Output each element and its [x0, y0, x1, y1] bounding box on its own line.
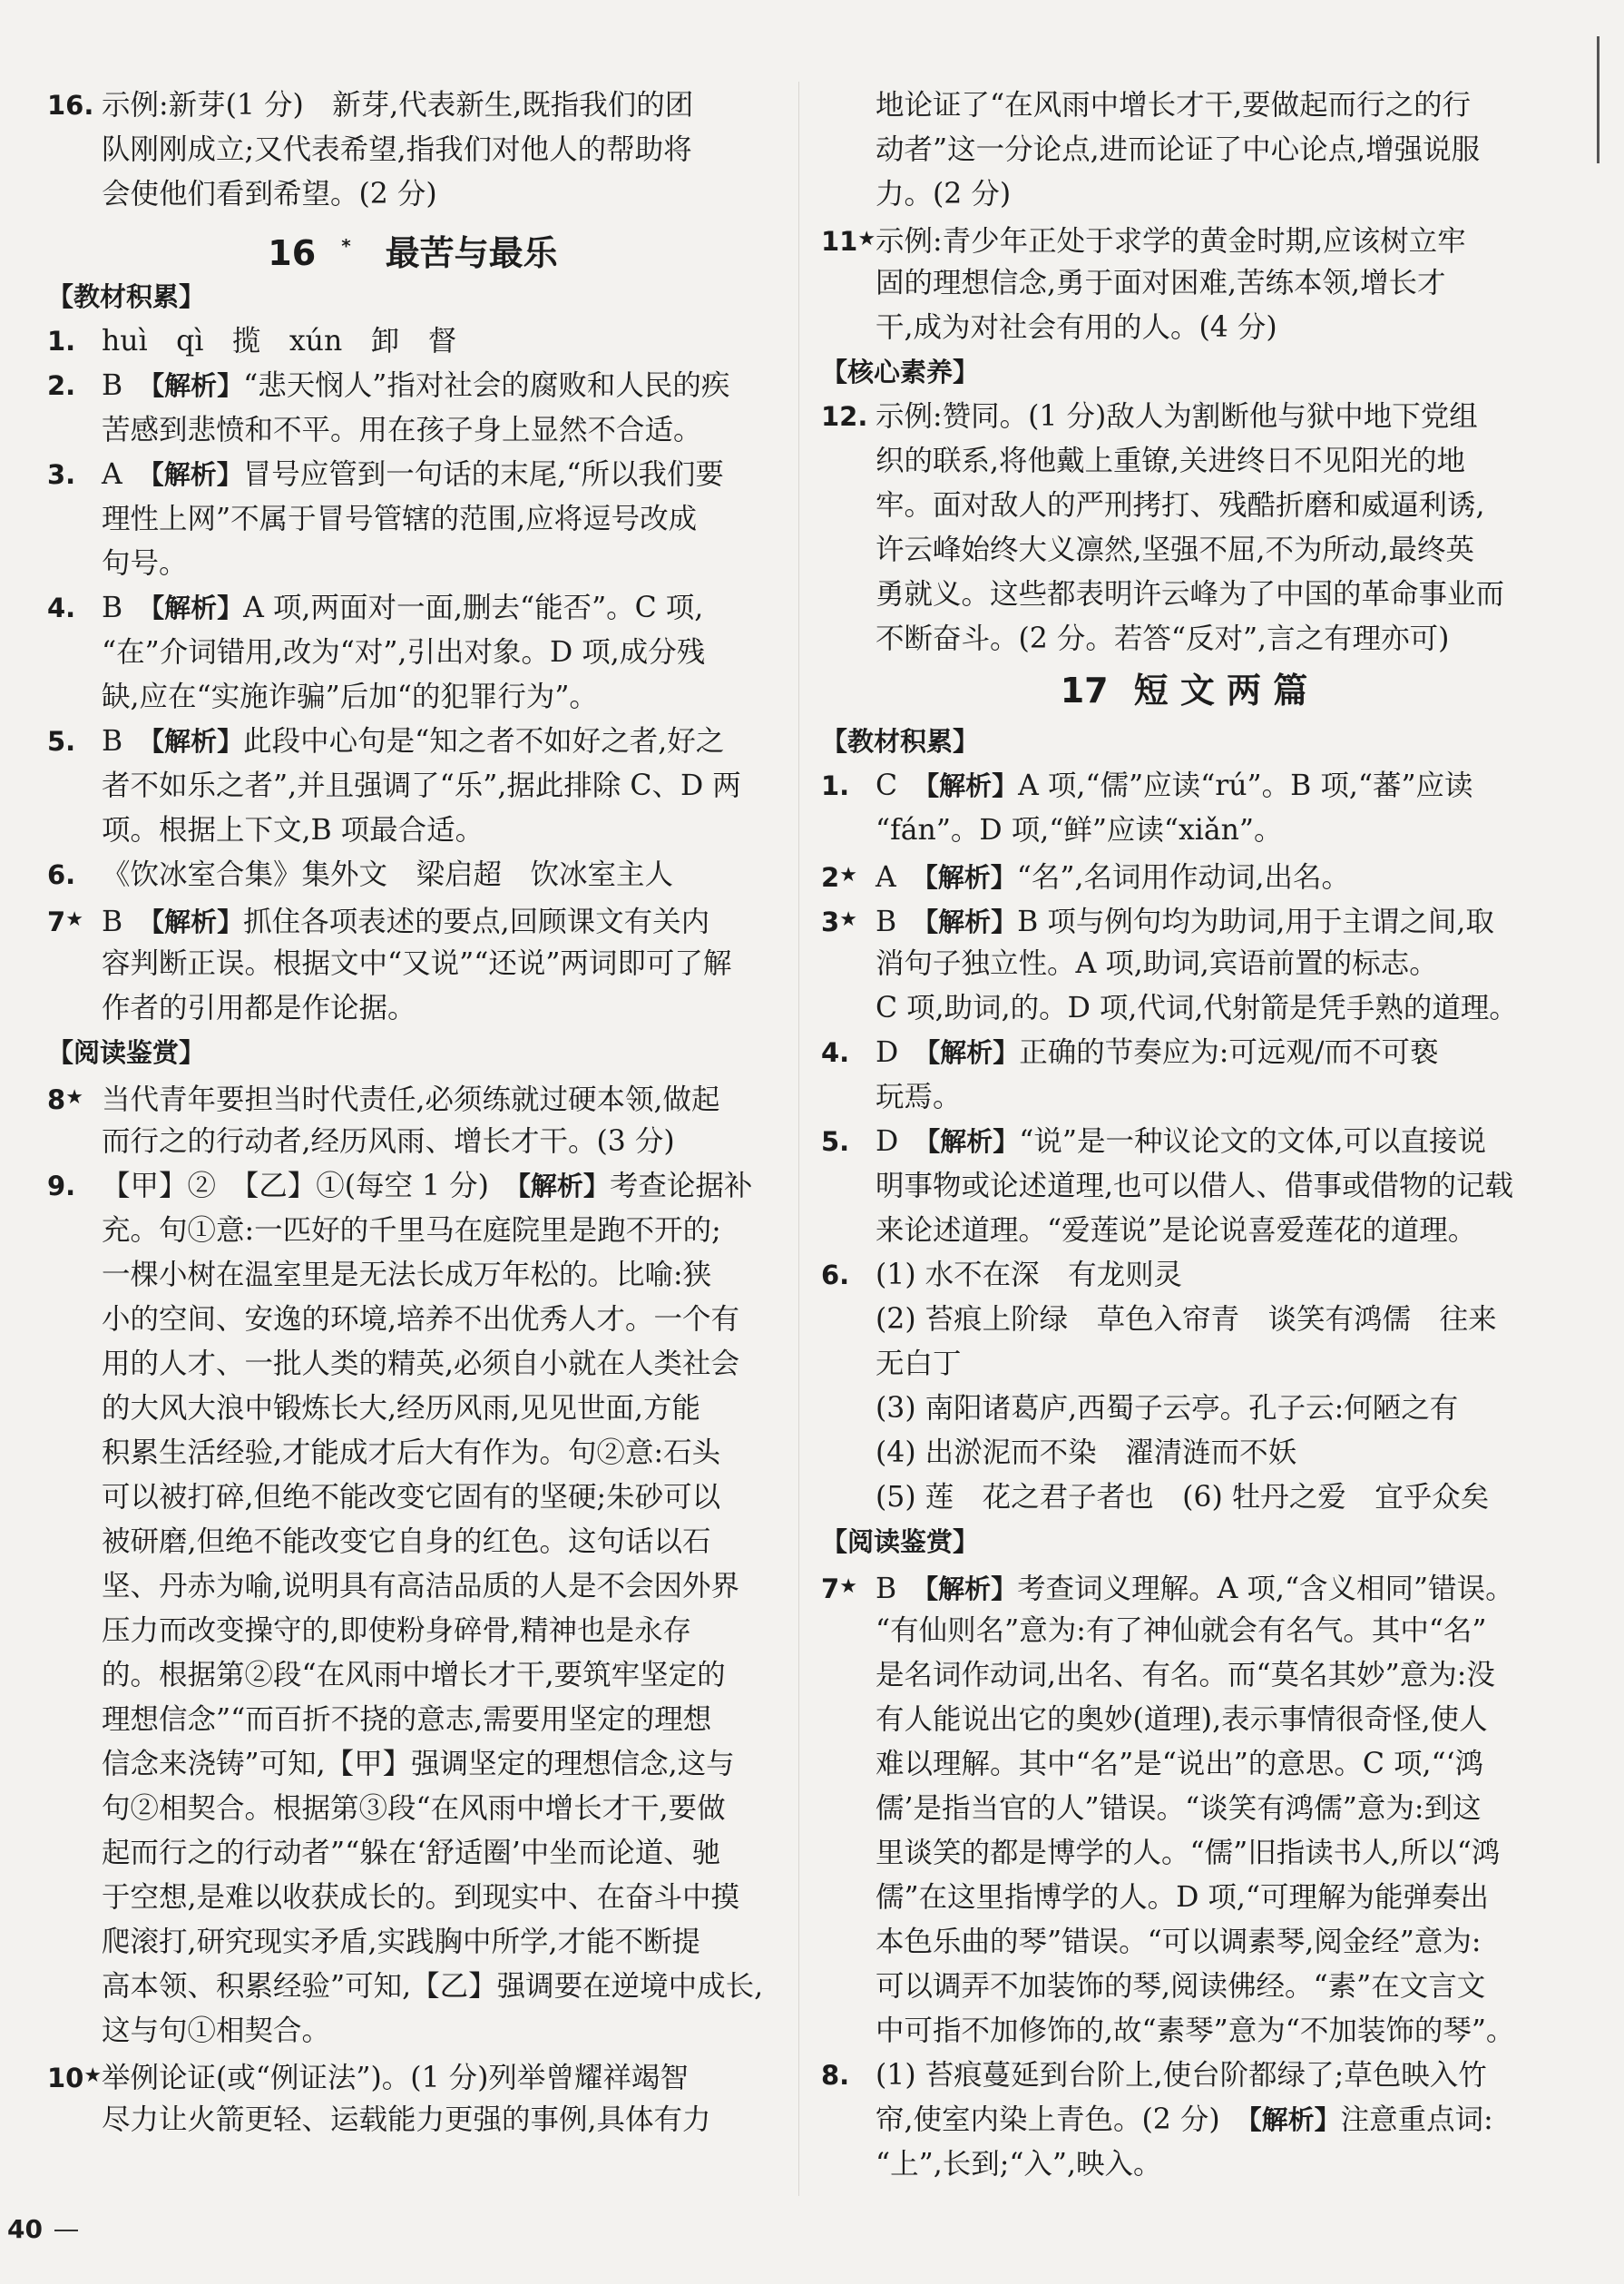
analysis-tag: 【解析】 — [517, 1171, 610, 1201]
question-number: 16. — [47, 90, 94, 121]
section-heading-core: 【核心素养】 — [821, 357, 980, 387]
answer-6: 6. 《饮冰室合集》集外文 梁启超 饮冰室主人 — [47, 858, 674, 891]
star-icon: ★ — [839, 908, 857, 931]
lesson-title-17: 17 短 文 两 篇 — [1060, 671, 1308, 711]
answer-10: 10★举例论证(或“例证法”)。(1 分)列举曾耀祥竭智 尽力让火箭更轻、运载能力更强的事例,具体有力 — [47, 2062, 711, 2136]
analysis-tag: 【解析】 — [926, 1037, 1020, 1068]
answer-7: 7★ B 【解析】抓住各项表述的要点,回顾课文有关内 容判断正误。根据文中“又说”“还说”两词即可了解 作者的引用都是作论据。 — [47, 906, 732, 1024]
analysis-tag: 【解析】 — [151, 459, 243, 490]
analysis-tag: 【解析】 — [151, 726, 244, 757]
analysis-tag: 【解析】 — [925, 770, 1019, 801]
page-number: 40 — [7, 2214, 43, 2244]
answer-r8: 8. (1) 苔痕蔓延到台阶上,使台阶都绿了;草色映入竹 帘,使室内染上青色。(2 分) 【解析】注意重点词: “上”,长到;“入”,映入。 — [821, 2059, 1493, 2181]
answer-4: 4. B 【解析】A 项,两面对一面,删去“能否”。C 项, “在”介词错用,改为“对”,引出对象。D 项,成分残 缺,应在“实施诈骗”后加“的犯罪行为”。 — [47, 592, 706, 713]
analysis-tag: 【解析】 — [925, 907, 1018, 937]
answer-r3: 3★ B 【解析】B 项与例句均为助词,用于主谓之间,取 消句子独立性。A 项,助词,宾语前置的标志。 C 项,助词,的。D 项,代词,代射箭是凭手熟的道理。 — [821, 906, 1518, 1024]
answer-10-continued: 地论证了“在风雨中增长才干,要做起而行之的行 动者”这一分论点,进而论证了中心论点,增强说服 力。(2 分) — [876, 89, 1481, 211]
star-icon: ★ — [857, 228, 876, 250]
analysis-tag: 【解析】 — [925, 862, 1017, 893]
answer-2: 2. B 【解析】“悲天悯人”指对社会的腐败和人民的疾 苦感到悲愤和不平。用在孩子身上显然不合适。 — [47, 369, 730, 446]
answer-16: 16. 示例:新芽(1 分) 新芽,代表新生,既指我们的团 队刚刚成立;又代表希望,指我们对他人的帮助将 会使他们看到希望。(2 分) — [47, 83, 778, 217]
answer-1: 1. huì qì 揽 xún 卸 督 — [47, 325, 457, 358]
answer-r4: 4. D 【解析】正确的节奏应为:可远观/而不可亵 玩焉。 — [821, 1036, 1439, 1113]
star-icon: ★ — [65, 908, 83, 931]
answer-5: 5. B 【解析】此段中心句是“知之者不如好之者,好之 者不如乐之者”,并且强调了“乐”,据此排除 C、D 两 项。根据上下文,B 项最合适。 — [47, 725, 741, 847]
analysis-tag: 【解析】 — [151, 370, 244, 401]
analysis-tag: 【解析】 — [1248, 2104, 1341, 2135]
answer-8: 8★ 当代青年要担当时代责任,必须练就过硬本领,做起 而行之的行动者,经历风雨、增长才干。(3 分) — [47, 1083, 720, 1158]
answer-12: 12. 示例:赞同。(1 分)敌人为割断他与狱中地下党组 织的联系,将他戴上重镣,关进终日不见阳光的地 牢。面对敌人的严刑拷打、残酷折磨和威逼利诱, 许云峰始终大义凛然,坚强不屈,不为所动,最终英 勇就义。这些都表明许云峰为了中国的革命事业而 不断奋斗。(2 分。若答“反对”,言之有理亦可) — [821, 400, 1505, 655]
page-number-dash — [54, 2230, 78, 2231]
analysis-tag: 【解析】 — [926, 1126, 1020, 1157]
analysis-tag: 【解析】 — [925, 1573, 1018, 1604]
star-icon: ★ — [839, 1575, 857, 1598]
lesson-star: * — [341, 235, 351, 257]
section-heading-reading: 【阅读鉴赏】 — [47, 1037, 206, 1068]
star-icon: ★ — [839, 864, 857, 887]
section-heading-textbook: 【教材积累】 — [821, 726, 980, 757]
answer-11: 11★示例:青少年正处于求学的黄金时期,应该树立牢 固的理想信念,勇于面对困难,苦练本领,增长才 干,成为对社会有用的人。(4 分) — [821, 225, 1466, 344]
analysis-tag: 【解析】 — [151, 593, 244, 623]
lesson-title-16: 16 * 最苦与最乐 — [268, 233, 558, 273]
star-icon: ★ — [65, 1086, 83, 1109]
section-heading-reading: 【阅读鉴赏】 — [821, 1526, 980, 1557]
answer-r7: 7★ B 【解析】考查词义理解。A 项,“含义相同”错误。 “有仙则名”意为:有了神仙就会有名气。其中“名” 是名词作动词,出名、有名。而“莫名其妙”意为:没 有人能说出它的奥妙(道理),表示事情很奇怪,使人 难以理解。其中“名”是“说出”的意思。C 项,“‘鸿 儒’是指当官的人”错误。“谈笑有鸿儒”意为:到这 里谈笑的都是博学的人。“儒”旧指读书人,所以“鸿 儒”在这里指博学的人。D 项,“可理解为能弹奏出 本色乐曲的琴”错误。“可以调素琴,阅金经”意为: 可以调弄不加装饰的琴,阅读佛经。“素”在文言文 中可指不加修饰的,故“素琴”意为“不加装饰的琴”。 — [821, 1573, 1515, 2047]
edge-rule — [1597, 36, 1600, 163]
answer-r1: 1. C 【解析】A 项,“儒”应读“rú”。B 项,“蕃”应读 “fán”。D 项,“鲜”应读“xiǎn”。 — [821, 770, 1473, 847]
column-divider — [798, 82, 799, 2196]
answer-r6: 6. (1) 水不在深 有龙则灵 (2) 苔痕上阶绿 草色入帘青 谈笑有鸿儒 往来 无白丁 (3) 南阳诸葛庐,西蜀子云亭。孔子云:何陋之有 (4) 出淤泥而不染 濯清涟而不妖 (5) 莲 花之君子者也 (6) 牡丹之爱 宜乎众矣 — [821, 1259, 1497, 1514]
answer-9: 9. 【甲】② 【乙】①(每空 1 分) 【解析】考查论据补 充。句①意:一匹好的千里马在庭院里是跑不开的; 一棵小树在温室里是无法长成万年松的。比喻:狭 小的空间、安逸的环境,培养不出优秀人才。一个有 用的人才、一批人类的精英,必须自小就在人类社会 的大风大浪中锻炼长大,经历风雨,见见世面,方能 积累生活经验,才能成才后大有作为。句②意:石头 可以被打碎,但绝不能改变它固有的坚硬;朱砂可以 被研磨,但绝不能改变它自身的红色。这句话以石 坚、丹赤为喻,说明具有高洁品质的人是不会因外界 压力而改变操守的,即使粉身碎骨,精神也是永存 的。根据第②段“在风雨中增长才干,要筑牢坚定的 理想信念”“而百折不挠的意志,需要用坚定的理想 信念来浇铸”可知,【甲】强调坚定的理想信念,这与 句②相契合。根据第③段“在风雨中增长才干,要做 起而行之的行动者”“躲在‘舒适圈’中坐而论道、驰 于空想,是难以收获成长的。到现实中、在奋斗中摸 爬滚打,研究现实矛盾,实践胸中所学,才能不断提 高本领、积累经验”可知,【乙】强调要在逆境中成长, 这与句①相契合。 — [47, 1170, 764, 2047]
answer-3: 3. A 【解析】冒号应管到一句话的末尾,“所以我们要 理性上网”不属于冒号管辖的范围,应将逗号改成 句号。 — [47, 458, 724, 580]
analysis-tag: 【解析】 — [151, 907, 244, 937]
answer-r2: 2★ A 【解析】“名”,名词用作动词,出名。 — [821, 861, 1351, 894]
star-icon: ★ — [83, 2064, 103, 2087]
right-column — [821, 83, 1547, 2187]
section-heading-textbook: 【教材积累】 — [47, 281, 206, 312]
left-column — [47, 83, 778, 2142]
answer-r5: 5. D 【解析】“说”是一种议论文的文体,可以直接说 明事物或论述道理,也可以借人、借事或借物的记载 来论述道理。“爱莲说”是论说喜爱莲花的道理。 — [821, 1125, 1514, 1247]
